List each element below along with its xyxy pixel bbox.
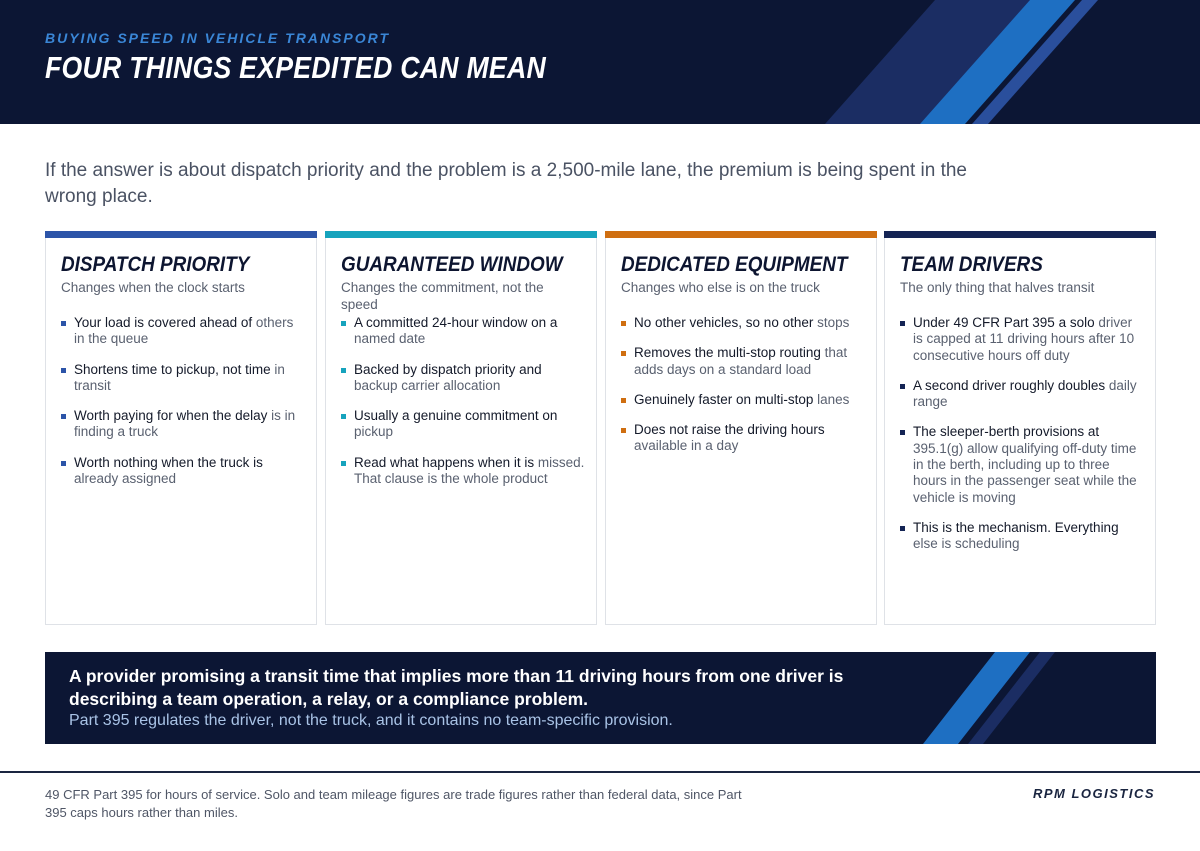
footer-note: 49 CFR Part 395 for hours of service. Solo and team mileage figures are trade figures rather than federal data, since Part 395 caps hours rather than miles. bbox=[45, 787, 742, 820]
card-title: GUARANTEED WINDOW bbox=[341, 253, 563, 276]
card-subtitle: Changes the commitment, not the speed bbox=[341, 280, 544, 312]
card-bullet-list bbox=[341, 315, 586, 501]
list-item bbox=[621, 345, 866, 378]
list-item bbox=[900, 315, 1145, 364]
item-lead-text: A committed 24-hour window on a bbox=[354, 315, 558, 330]
item-continuation-text: daily range bbox=[913, 377, 1137, 410]
item-continuation-text: that adds days on a standard load bbox=[634, 345, 848, 377]
card-title: TEAM DRIVERS bbox=[900, 253, 1043, 276]
square-bullet-icon bbox=[900, 430, 905, 435]
list-item bbox=[900, 378, 1145, 411]
item-continuation-text: others in the queue bbox=[74, 315, 294, 347]
item-continuation-text: already assigned bbox=[74, 471, 177, 487]
item-continuation-text: in transit bbox=[74, 361, 285, 393]
item-lead-text: Your load is covered ahead of bbox=[74, 315, 253, 330]
square-bullet-icon bbox=[61, 368, 66, 373]
list-item bbox=[621, 315, 866, 331]
callout-subtext: Part 395 regulates the driver, not the truck, and it contains no team-specific provision. bbox=[69, 712, 673, 729]
card-bullet-list bbox=[61, 315, 306, 501]
list-item bbox=[341, 408, 586, 441]
list-item bbox=[61, 408, 306, 441]
lede-paragraph: If the answer is about dispatch priority and the problem is a 2,500-mile lane, the premium is being spent in the wrong place. bbox=[45, 160, 968, 207]
square-bullet-icon bbox=[61, 461, 66, 466]
list-item bbox=[61, 455, 306, 488]
item-lead-text: Genuinely faster on multi-stop bbox=[634, 391, 814, 407]
item-lead-text: Worth paying for when the delay bbox=[74, 408, 268, 424]
square-bullet-icon bbox=[900, 321, 905, 326]
item-lead-text: Under 49 CFR Part 395 a solo bbox=[913, 315, 1095, 330]
eyebrow-label: BUYING SPEED IN VEHICLE TRANSPORT bbox=[45, 30, 391, 46]
list-item bbox=[621, 392, 866, 408]
square-bullet-icon bbox=[621, 398, 626, 403]
item-lead-text: Shortens time to pickup, not time bbox=[74, 361, 271, 377]
card-guaranteed-window bbox=[325, 231, 597, 625]
item-continuation-text: driver is capped at 11 driving hours after 10 consecutive hours off duty bbox=[913, 315, 1135, 363]
square-bullet-icon bbox=[61, 321, 66, 326]
item-lead-text: Worth nothing when the truck is bbox=[74, 454, 263, 470]
card-dispatch-priority bbox=[45, 231, 317, 625]
item-lead-text: This is the mechanism. Everything bbox=[913, 519, 1119, 535]
list-item bbox=[341, 455, 586, 488]
option-cards bbox=[45, 231, 1156, 625]
list-item bbox=[621, 422, 866, 455]
list-item bbox=[61, 315, 306, 348]
square-bullet-icon bbox=[900, 526, 905, 531]
card-subtitle: The only thing that halves transit bbox=[900, 280, 1095, 295]
item-continuation-text: named date bbox=[354, 331, 426, 347]
card-accent-bar bbox=[45, 231, 317, 238]
item-lead-text: The sleeper-berth provisions at bbox=[913, 424, 1100, 440]
card-accent-bar bbox=[884, 231, 1156, 238]
list-item bbox=[900, 424, 1145, 505]
item-continuation-text: lanes bbox=[817, 391, 850, 407]
item-lead-text: No other vehicles, so no other bbox=[634, 315, 814, 330]
card-accent-bar bbox=[325, 231, 597, 238]
square-bullet-icon bbox=[900, 384, 905, 389]
card-bullet-list bbox=[900, 315, 1145, 567]
item-continuation-text: is in finding a truck bbox=[74, 408, 296, 440]
square-bullet-icon bbox=[621, 428, 626, 433]
card-team-drivers bbox=[884, 231, 1156, 625]
list-item bbox=[341, 315, 586, 348]
square-bullet-icon bbox=[341, 368, 346, 373]
page-title: FOUR THINGS EXPEDITED CAN MEAN bbox=[45, 50, 546, 85]
card-accent-bar bbox=[605, 231, 877, 238]
card-title: DISPATCH PRIORITY bbox=[61, 253, 250, 276]
card-bullet-list bbox=[621, 315, 866, 469]
square-bullet-icon bbox=[341, 321, 346, 326]
list-item bbox=[341, 362, 586, 395]
item-lead-text: Usually a genuine commitment on bbox=[354, 408, 558, 424]
card-title: DEDICATED EQUIPMENT bbox=[621, 253, 848, 276]
card-subtitle: Changes when the clock starts bbox=[61, 280, 245, 295]
brand-name: RPM LOGISTICS bbox=[1032, 786, 1155, 801]
footer-divider bbox=[0, 771, 1200, 773]
square-bullet-icon bbox=[621, 321, 626, 326]
square-bullet-icon bbox=[61, 414, 66, 419]
list-item bbox=[900, 520, 1145, 553]
item-lead-text: A second driver roughly doubles bbox=[913, 377, 1106, 393]
item-continuation-text: backup carrier allocation bbox=[354, 377, 501, 393]
square-bullet-icon bbox=[621, 351, 626, 356]
card-subtitle: Changes who else is on the truck bbox=[621, 280, 820, 295]
square-bullet-icon bbox=[341, 414, 346, 419]
item-lead-text: Does not raise the driving hours bbox=[634, 422, 825, 438]
item-continuation-text: available in a day bbox=[634, 438, 739, 454]
item-continuation-text: pickup bbox=[354, 424, 394, 440]
card-dedicated-equipment bbox=[605, 231, 877, 625]
item-continuation-text: missed. That clause is the whole product bbox=[354, 454, 585, 487]
callout-headline: A provider promising a transit time that implies more than 11 driving hours from one driver is describing a team operation, a relay, or a compliance problem. bbox=[69, 666, 844, 709]
square-bullet-icon bbox=[341, 461, 346, 466]
item-continuation-text: stops bbox=[817, 315, 850, 330]
item-lead-text: Backed by dispatch priority and bbox=[354, 361, 542, 377]
item-continuation-text: else is scheduling bbox=[913, 536, 1020, 552]
item-lead-text: Removes the multi-stop routing bbox=[634, 345, 821, 361]
item-lead-text: Read what happens when it is bbox=[354, 454, 535, 470]
list-item bbox=[61, 362, 306, 395]
callout-banner bbox=[45, 652, 1156, 744]
page-header bbox=[0, 0, 1200, 124]
item-continuation-text: 395.1(g) allow qualifying off-duty time in the berth, including up to three hours in the passenger seat while the vehicle is moving bbox=[913, 440, 1137, 505]
